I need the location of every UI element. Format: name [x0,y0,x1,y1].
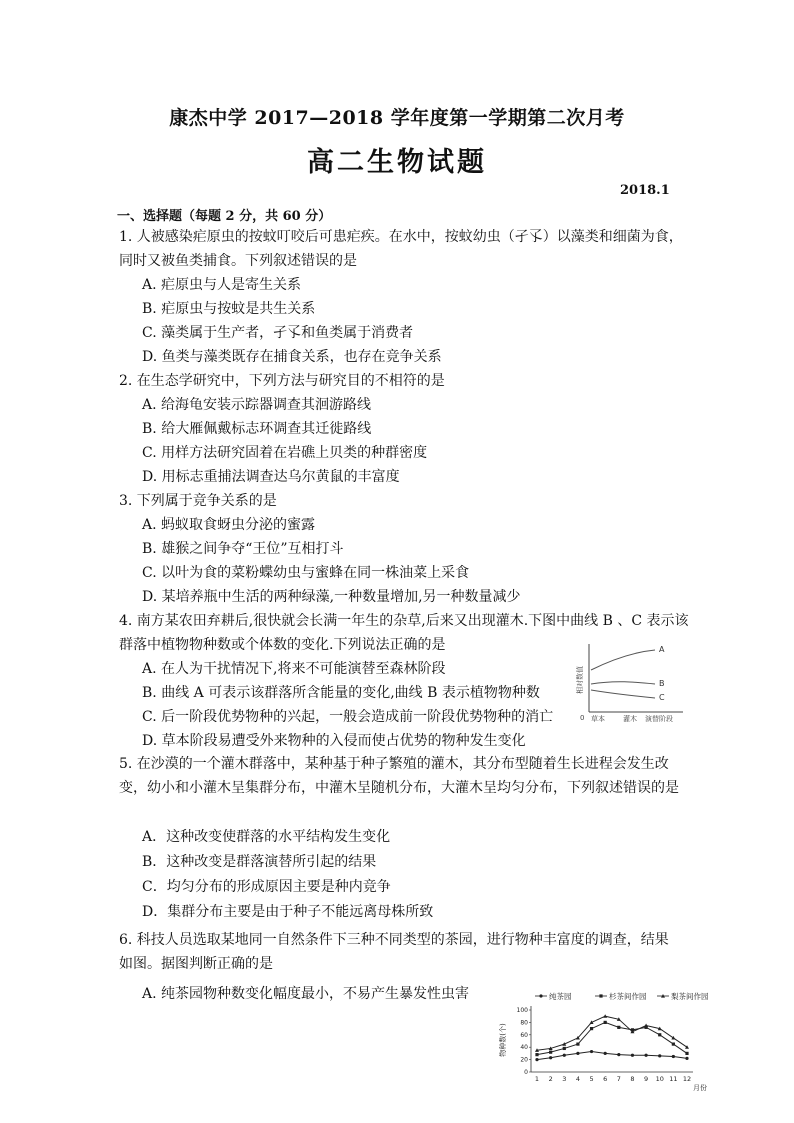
chart-x-tick-label: 11 [669,1075,678,1083]
chart-legend-label: 梨茶间作园 [671,992,709,1001]
chart-point [549,1056,552,1059]
chart-y-tick-label: 40 [520,1044,528,1052]
chart-legend-label: 杉茶间作园 [609,992,647,1001]
chart-point [685,1057,688,1060]
chart-y-tick-label: 80 [520,1019,528,1027]
q4-option-b: B. 曲线 A 可表示该群落所含能量的变化,曲线 B 表示植物物种数 [142,685,540,701]
q1-stem-line1: 1. 人被感染疟原虫的按蚊叮咬后可患疟疾。在水中，按蚊幼虫（孑孓）以藻类和细菌为食， [119,229,683,245]
chart-x-tick-label: 10 [655,1075,664,1083]
q4-option-c: C. 后一阶段优势物种的兴起，一般会造成前一阶段优势物种的消亡 [142,709,554,725]
chart-x-tick-label: 2 [548,1075,553,1083]
chart-series-line [537,1052,687,1060]
chart-point [604,1021,607,1024]
chart-legend-marker [599,994,602,997]
q4-stage-shrub: 灌木 [623,715,637,723]
chart-y-tick-label: 100 [516,1007,528,1014]
q4-stage-herb: 草本 [591,715,605,723]
q2-stem: 2. 在生态学研究中，下列方法与研究目的不相符的是 [119,373,445,389]
chart-point [644,1054,647,1057]
chart-point [617,1053,620,1056]
q4-stage-label: 演替阶段 [645,715,673,723]
chart-x-tick-label: 4 [575,1075,580,1083]
q4-curve-c-label: C [659,693,665,702]
chart-legend [535,991,709,1001]
chart-x-tick-label: 7 [616,1075,621,1083]
chart-point [658,1033,661,1036]
q4-curve-a [591,650,655,670]
q6-option-a: A. 纯茶园物种数变化幅度最小，不易产生暴发性虫害 [142,986,470,1002]
q2-option-b: B. 给大雁佩戴标志环调查其迁徙路线 [142,421,372,437]
chart-point [631,1054,634,1057]
q1-stem-line2: 同时又被鱼类捕食。下列叙述错误的是 [119,253,357,269]
chart-series-line [537,1022,687,1054]
q5-option-d: D．集群分布主要是由于种子不能远离母株所致 [142,904,434,920]
chart-point [644,1024,648,1028]
chart-legend-label: 纯茶园 [549,992,572,1001]
chart-point [563,1047,566,1050]
q4-succession-figure [575,640,685,724]
q3-stem: 3. 下列属于竞争关系的是 [119,493,277,509]
chart-x-tick-label: 9 [644,1075,649,1083]
chart-series [535,1014,689,1061]
chart-x-tick-label: 1 [534,1075,540,1083]
chart-x-tick-label: 12 [682,1075,692,1083]
q4-option-a: A. 在人为干扰情况下,将来不可能演替至森林阶段 [142,661,446,677]
q3-option-a: A. 蚂蚁取食蚜虫分泌的蜜露 [142,517,316,533]
chart-point [590,1050,593,1053]
chart-point [672,1055,675,1058]
chart-point [590,1027,593,1030]
q5-option-b: B．这种改变是群落演替所引起的结果 [142,854,377,870]
q5-option-c: C．均匀分布的形成原因主要是种内竞争 [142,879,391,895]
chart-point [535,1058,538,1061]
chart-point [617,1026,620,1029]
q2-option-c: C. 用样方法研究固着在岩礁上贝类的种群密度 [142,445,428,461]
chart-y-tick-label: 60 [520,1031,528,1039]
q3-option-c: C. 以叶为食的菜粉蝶幼虫与蜜蜂在同一株油菜上采食 [142,565,470,581]
q5-option-a: A．这种改变使群落的水平结构发生变化 [142,829,391,845]
chart-y-tick-label: 20 [520,1056,528,1064]
chart-y-axis-label: 物种数(个) [499,1023,507,1057]
q4-curve-b [591,682,655,684]
chart-legend-marker [539,994,542,997]
q2-option-d: D. 用标志重捕法调查达乌尔黄鼠的丰富度 [142,469,400,485]
chart-point [604,1052,607,1055]
q4-curve-b-label: B [659,679,665,688]
q4-stem-line2: 群落中植物物种数或个体数的变化.下列说法正确的是 [119,637,446,653]
q6-species-chart [497,990,712,1092]
q3-option-d: D. 某培养瓶中生活的两种绿藻,一种数量增加,另一种数量减少 [142,589,521,605]
q4-option-d: D. 草本阶段易遭受外来物种的入侵而使占优势的物种发生变化 [142,733,526,749]
chart-point [658,1054,661,1057]
chart-x-tick-label: 3 [562,1075,567,1083]
chart-point [603,1014,607,1018]
q1-option-d: D. 鱼类与藻类既存在捕食关系，也存在竞争关系 [142,349,442,365]
q1-option-c: C. 藻类属于生产者，孑孓和鱼类属于消费者 [142,325,414,341]
q4-curve-c [591,690,655,698]
exam-date: 2018.1 [620,183,670,198]
chart-point [535,1053,538,1056]
q4-curve-a-label: A [659,645,665,654]
chart-y-tick-label: 0 [524,1069,528,1076]
chart-point [672,1043,675,1046]
chart-x-tick-label: 6 [603,1075,608,1083]
q3-option-b: B. 雄猴之间争夺“王位”互相打斗 [142,541,344,557]
chart-point [576,1043,579,1046]
chart-series-line [537,1016,687,1050]
q4-figure-ylabel: 相对数值 [576,666,584,694]
chart-point [563,1054,566,1057]
chart-x-tick-label: 8 [630,1075,635,1083]
section-title: 一、选择题（每题 2 分，共 60 分） [117,209,332,224]
chart-x-tick-label: 5 [589,1075,594,1083]
q4-stem-line1: 4. 南方某农田弃耕后,很快就会长满一年生的杂草,后来又出现灌木.下图中曲线 B 、C 表示该 [119,613,689,629]
q5-stem: 5. 在沙漠的一个灌木群落中，某种基于种子繁殖的灌木，其分布型随着生长进程会发生改变，幼小和小灌木呈集群分布，中灌木呈随机分布，大灌木呈均匀分布，下列叙述错误的是 [119,756,679,796]
chart-x-axis-label: 月份 [693,1084,707,1092]
q1-option-a: A. 疟原虫与人是寄生关系 [142,277,302,293]
q4-figure-origin: 0 [580,714,585,722]
chart-point [576,1052,579,1055]
school-title: 康杰中学 2017—2018 学年度第一学期第二次月考 [169,107,625,129]
chart-point [685,1052,688,1055]
q6-stem: 6. 科技人员选取某地同一自然条件下三种不同类型的茶园，进行物种丰富度的调查，结果如图。据图判断正确的是 [119,932,669,972]
subject-title: 高二生物试题 [307,147,487,178]
q2-option-a: A. 给海龟安装示踪器调查其洄游路线 [142,397,372,413]
q1-option-b: B. 疟原虫与按蚊是共生关系 [142,301,316,317]
chart-point [549,1051,552,1054]
